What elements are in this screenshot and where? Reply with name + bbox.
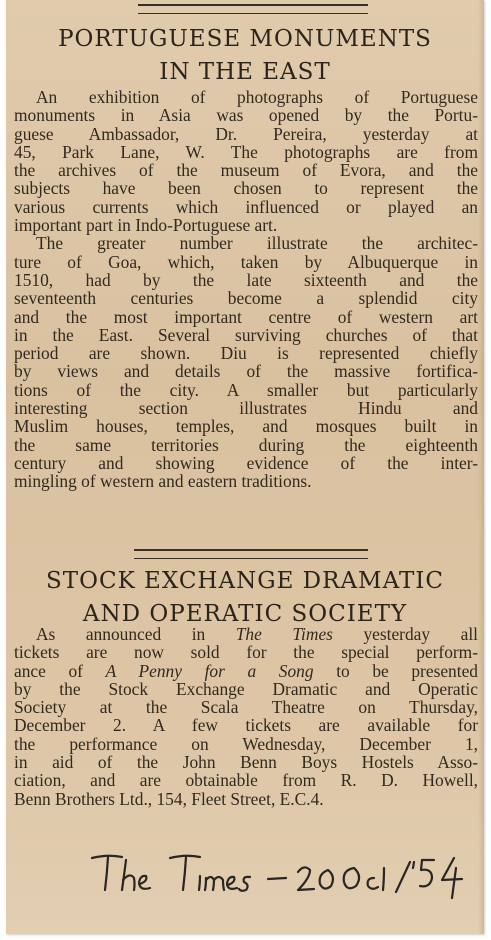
text-line: various currents which influenced or played an — [14, 196, 478, 217]
article1-headline-line2: IN THE EAST — [159, 59, 331, 85]
text-line: by views and details of the massive fortifica- — [14, 361, 478, 382]
text-line: Society at the Scala Theatre on Thursday, — [14, 697, 478, 718]
text-line: period are shown. Diu is represented chiefly — [14, 343, 478, 364]
section-double-rule — [134, 549, 368, 559]
text-line: the archives of the museum of Evora, and the — [14, 160, 478, 181]
article1-headline-line1: PORTUGUESE MONUMENTS — [58, 26, 432, 52]
article1-paragraph-1 — [14, 88, 478, 234]
text-line: tickets are now sold for the special perform- — [14, 642, 478, 663]
text-run: yesterday all — [332, 624, 478, 644]
text-line: seventeenth centuries become a splendid city — [14, 288, 478, 309]
text-line: monuments in Asia was opened by the Portu- — [14, 105, 478, 126]
handwritten-note-drawing — [88, 848, 468, 908]
text-line: The greater number illustrate the architec- — [36, 233, 478, 254]
article2-headline — [6, 565, 484, 631]
text-line: subjects have been chosen to represent the — [14, 178, 478, 199]
text-run: ance of — [14, 660, 106, 681]
text-line: and the most important centre of western art — [14, 306, 478, 327]
article1-body — [14, 88, 478, 491]
article1-paragraph-2 — [14, 234, 478, 490]
text-run: As announced in — [36, 624, 236, 644]
text-line: December 2. A few tickets are available for — [14, 715, 478, 736]
article2-headline-line2: AND OPERATIC SOCIETY — [82, 601, 408, 627]
text-line: Muslim houses, temples, and mosques built in — [14, 416, 478, 437]
text-line: interesting section illustrates Hindu and — [14, 398, 478, 419]
article2-headline-line1: STOCK EXCHANGE DRAMATIC — [46, 568, 444, 594]
text-line: in the East. Several surviving churches of that — [14, 324, 478, 345]
top-double-rule — [138, 4, 368, 14]
text-line: the performance on Wednesday, December 1, — [14, 733, 478, 754]
article2-body — [14, 625, 478, 808]
text-line: An exhibition of photographs of Portuguese — [36, 87, 478, 107]
text-line: guese Ambassador, Dr. Pereira, yesterday at — [14, 123, 478, 144]
text-line: mingling of western and eastern traditions. — [14, 471, 312, 492]
text-line: ture of Goa, which, taken by Albuquerque in — [14, 251, 478, 272]
handwritten-note — [88, 848, 468, 908]
text-line: tions of the city. A smaller but particularly — [14, 379, 478, 400]
article2-paragraph — [14, 625, 478, 808]
text-run: to be presented — [313, 660, 478, 681]
text-line: important part in Indo-Portuguese art. — [14, 215, 278, 236]
text-line: 1510, had by the late sixteenth and the — [14, 269, 478, 290]
text-line: the same territories during the eighteenth — [14, 434, 478, 455]
text-line: Benn Brothers Ltd., 154, Fleet Street, E.C.4. — [14, 788, 324, 809]
publication-title: The Times — [235, 624, 333, 644]
text-line: century and showing evidence of the inter- — [14, 452, 478, 473]
text-line — [14, 625, 478, 643]
text-line: in aid of the John Benn Boys Hostels Asso- — [14, 752, 478, 773]
text-line: ciation, and are obtainable from R. D. Howell, — [14, 770, 478, 791]
text-line: 45, Park Lane, W. The photographs are from — [14, 141, 478, 162]
play-title: A Penny for a Song — [105, 660, 314, 681]
text-line: by the Stock Exchange Dramatic and Operatic — [14, 678, 478, 699]
article1-headline — [6, 23, 484, 89]
handwritten-note-text: The Times - 20 Oct/'54 — [88, 906, 100, 907]
paper-edge-shadow — [478, 0, 484, 934]
newspaper-clipping — [6, 0, 484, 934]
text-line — [14, 662, 478, 680]
